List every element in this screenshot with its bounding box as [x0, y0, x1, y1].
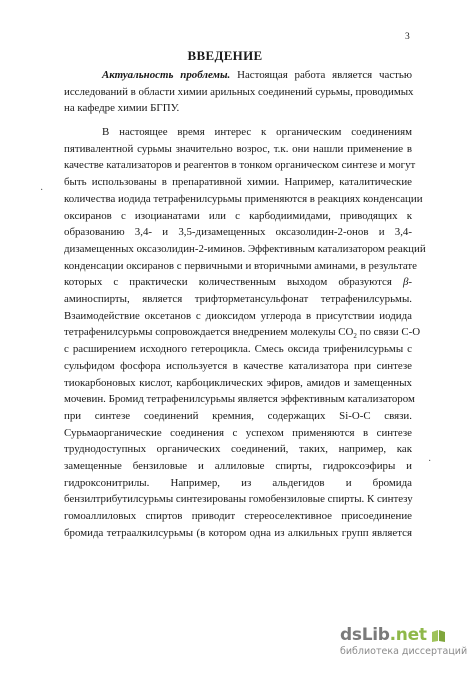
text-line: на кафедре химии БГПУ.: [64, 102, 180, 115]
text-fragment: тетрафенилсурьмы сопровождается внедрением молекулы CO: [64, 326, 354, 339]
page-number: 3: [405, 32, 410, 42]
text-line: замещенные бензиловые и аллиловые спирты, гидроксоэфиры и: [64, 460, 412, 473]
text-fragment: по связи С-О: [356, 326, 421, 339]
watermark-logo: [340, 625, 445, 645]
text-line: труднодоступных органических соединений, таких, например, как: [64, 443, 412, 456]
paragraph-body: [64, 124, 426, 542]
watermark-tld: .net: [389, 625, 427, 645]
text-line: В настоящее время интерес к органическим соединениям: [102, 126, 412, 138]
text-line: Взаимодействие оксетанов с диоксидом углерода в присутствии иодида: [64, 309, 412, 322]
watermark: [340, 625, 467, 665]
text-line: гомоаллиловых спиртов приводит стереоселективное присоединение: [64, 510, 412, 523]
page-title: ВВЕДЕНИЕ: [187, 48, 263, 63]
text-line: при синтезе соединений кремния, содержащих Si-O-C связи.: [64, 409, 412, 422]
text-line: [64, 67, 412, 84]
text-line: быть использованы в препаративной химии. Например, каталитические: [64, 176, 412, 189]
text-line: гидроксонитрилы. Например, из альдегидов и бромида: [64, 476, 412, 489]
text-line: количества иодида тетрафенилсурьмы применяются в реакциях конденсации: [64, 192, 423, 205]
text-line: пятивалентной сурьмы значительно возрос, т.к. они нашли применение в: [64, 142, 412, 155]
text-line: с расширением исходного гетероцикла. Смесь оксида трифенилсурьмы с: [64, 343, 412, 356]
paragraph-relevance: [64, 67, 412, 117]
text-line: оксиранов с изоцианатами или с карбодиимидами, приводящих к: [64, 209, 412, 222]
text-fragment: Настоящая работа является частью: [230, 69, 413, 81]
text-line: мочевин. Бромид тетрафенилсурьмы является эффективным катализатором: [64, 393, 415, 406]
text-line: образованию 3,4- и 3,5-дизамещенных оксазолидин-2-онов и 3,4-: [64, 226, 412, 239]
text-line: [64, 324, 421, 341]
watermark-subtitle: библиотека диссертаций: [340, 646, 467, 657]
text-line: бромида тетраалкилсурьмы (в котором одна из алкильных групп является: [64, 526, 412, 539]
text-line: бензилтрибутилсурьмы синтезированы гомобензиловые спирты. К синтезу: [64, 493, 413, 506]
text-line: тиокарбоновых кислот, карбоциклических эфиров, амидов и замещенных: [64, 376, 412, 389]
margin-mark: ·: [40, 185, 44, 196]
subscript: 2: [353, 332, 357, 341]
text-line: качестве катализаторов и реагентов в тонком органическом синтезе и могут: [64, 159, 416, 172]
text-line: исследований в области химии арильных соединений сурьмы, проводимых: [64, 85, 414, 98]
lead-phrase: Актуальность проблемы.: [102, 69, 231, 81]
watermark-brand: [340, 625, 427, 645]
watermark-brand-name: dsLib: [340, 625, 390, 645]
text-line: дизамещенных оксазолидин-2-иминов. Эффективным катализатором реакций: [64, 242, 426, 255]
text-line: сульфидом фосфора используется в качестве катализатора при синтезе: [64, 359, 412, 372]
margin-mark: ·: [428, 456, 432, 467]
text-fragment: которых с практически количественным выходом образуются: [64, 276, 403, 289]
book-icon: [431, 628, 446, 642]
text-line: аминоспирты, является трифторметансульфонат тетрафенилсурьмы.: [64, 293, 412, 306]
text-line: конденсации оксиранов с первичными и вторичными аминами, в результате: [64, 259, 418, 272]
text-line: [64, 274, 412, 291]
text-line: Сурьмаорганические соединения с успехом применяются в синтезе: [64, 426, 412, 439]
beta-symbol: β-: [402, 276, 412, 289]
